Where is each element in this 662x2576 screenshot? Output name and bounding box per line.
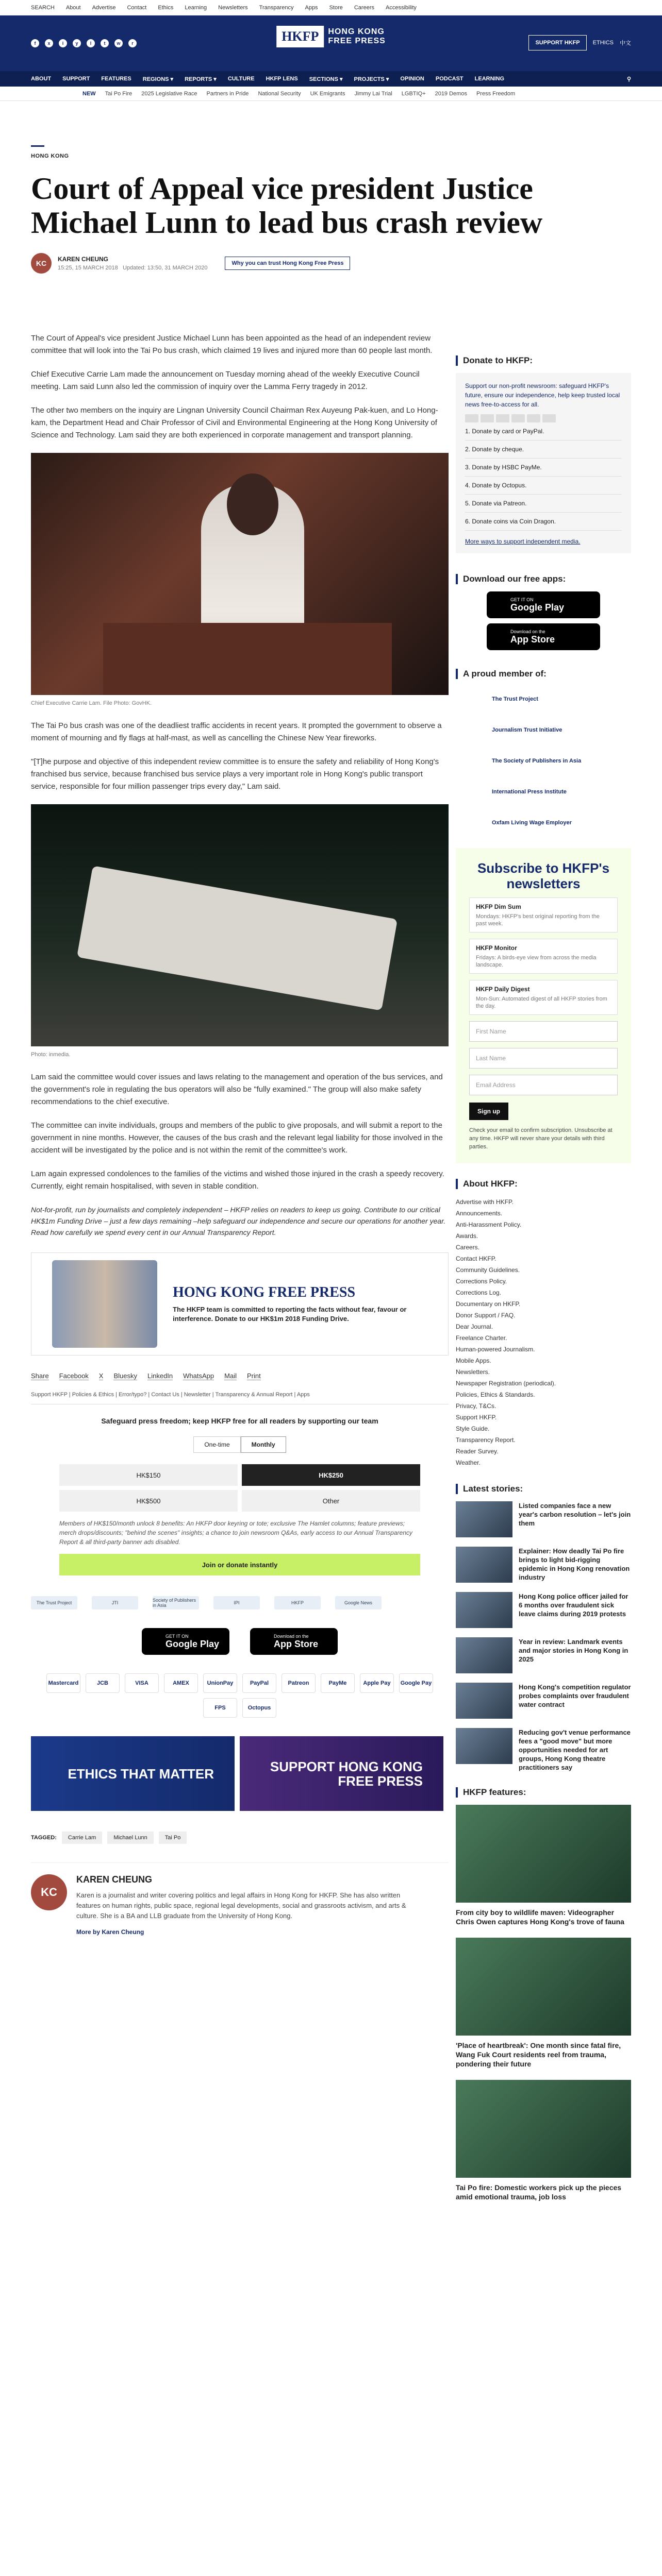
about-link[interactable]: Awards. [456,1232,478,1240]
team-photo [52,1260,157,1348]
trending-item[interactable]: Press Freedom [476,90,516,97]
site-header [0,15,662,71]
topbar-item[interactable]: Contact [127,4,147,11]
author-avatar[interactable]: KC [31,253,52,274]
paragraph: The Tai Po bus crash was one of the deadliest traffic accidents in recent years. It prompted the government to observe a moment of mourning and fly flags at half-mast, as well as cancelling the Chinese New Year fireworks. [31,721,442,742]
about-link[interactable]: Newsletters. [456,1368,490,1376]
google-pay-icon: Google Pay [399,1673,433,1693]
nav-item[interactable]: CULTURE [227,76,255,82]
topbar-item[interactable]: SEARCH [31,4,55,11]
threads-icon[interactable]: t [101,39,109,47]
trending-item[interactable]: Jimmy Lai Trial [354,90,392,97]
share-mail[interactable]: Mail [224,1372,237,1380]
topbar-item[interactable]: Careers [354,4,374,11]
amount-grid [59,1464,420,1512]
fps-icon: FPS [203,1698,237,1718]
latest-item[interactable] [456,1592,631,1628]
donate-option[interactable]: 5. Donate via Patreon. [465,495,622,513]
share-bar [31,1372,449,1380]
latest-title: Hong Kong's competition regulator probes complaints over fraudulent water contract [519,1683,631,1708]
mastercard-icon: Mastercard [46,1673,80,1693]
partner-logo[interactable]: Society of Publishers in Asia [153,1596,199,1609]
badge-name: Google Play [166,1638,220,1649]
language-link[interactable]: 中文 [620,40,631,46]
funding-note: Not-for-profit, run by journalists and completely independent – HKFP relies on readers to keep us going. Contribute to our critical HK$1m Funding Drive – just a few days remaining –help safeguard our independence and secure our operations for another year. Read how carefully we spend every cent in our Annual Transparency Report. [31,1206,446,1236]
latest-thumb [456,1683,512,1719]
feature-item[interactable] [456,1938,631,2069]
latest-item[interactable] [456,1637,631,1673]
bus-crash-photo [31,804,449,1046]
sidebar [456,355,631,2213]
topbar-item[interactable]: Ethics [158,4,174,11]
amount-option[interactable]: HK$150 [59,1464,238,1486]
member-benefits: Members of HK$150/month unlock 8 benefits: An HKFP door keyring or tote; exclusive The Hamlet columns; feature previews; merch drops/discounts; "behind the scenes" insights; a chance to join newsroom Q&As, early access to our Annual Transparency Report & all third-party banner ads disabled. [59,1520,412,1546]
banner-title: HONG KONG FREE PRESS [173,1284,356,1300]
newsletter-option[interactable] [469,939,618,974]
about-link[interactable]: Dear Journal. [456,1323,493,1330]
app-store-badge[interactable] [250,1628,338,1655]
jcb-icon: JCB [86,1673,120,1693]
share-print[interactable]: Print [246,1372,261,1380]
about-link[interactable]: Announcements. [456,1210,503,1217]
badge-small: Download on the [274,1633,309,1639]
about-link[interactable]: Newspaper Registration (periodical). [456,1380,556,1387]
about-link[interactable]: Corrections Log. [456,1289,502,1296]
promo-banners [31,1736,449,1811]
trending-item[interactable]: National Security [258,90,301,97]
amount-option[interactable]: HK$500 [59,1490,238,1512]
newsletter-box [456,848,631,1163]
whatsapp-icon[interactable]: w [114,39,123,47]
nav-item[interactable]: REGIONS ▾ [142,76,174,82]
google-play-badge[interactable] [487,591,600,618]
member-logo[interactable]: Oxfam Living Wage Employer [492,820,572,826]
trending-item[interactable]: UK Emigrants [310,90,345,97]
join-donate-button[interactable]: Join or donate instantly [59,1554,420,1575]
partner-logo[interactable]: The Trust Project [31,1596,77,1609]
donate-option[interactable]: 3. Donate by HSBC PayMe. [465,459,622,477]
safeguard-heading: Safeguard press freedom; keep HKFP free for all readers by supporting our team [101,1417,378,1425]
author-box-name[interactable]: KAREN CHEUNG [76,1874,153,1885]
trending-item[interactable]: 2025 Legislative Race [141,90,197,97]
tag-list [31,1832,449,1844]
badge-name: App Store [510,634,555,645]
share-whatsapp[interactable]: WhatsApp [183,1372,214,1380]
one-time-tab[interactable]: One-time [193,1436,240,1453]
about-link[interactable]: Anti-Harassment Policy. [456,1221,522,1228]
ethics-promo[interactable]: ETHICS THAT MATTER [31,1736,235,1811]
nav-item[interactable]: SUPPORT [62,76,90,82]
nav-item[interactable]: PODCAST [435,76,464,82]
topbar-item[interactable]: Learning [185,4,207,11]
carrie-lam-photo [31,453,449,695]
latest-thumb [456,1728,512,1764]
feature-title: Tai Po fire: Domestic workers pick up the pieces amid emotional trauma, job loss [456,2183,622,2201]
trending-item[interactable]: Partners in Pride [206,90,249,97]
about-link[interactable]: Weather. [456,1459,481,1466]
amount-option-selected[interactable]: HK$250 [242,1464,420,1486]
newsletter-option[interactable] [469,980,618,1015]
about-link[interactable]: Policies, Ethics & Standards. [456,1391,535,1398]
logo-line-2: FREE PRESS [328,37,386,45]
nav-item[interactable]: FEATURES [101,76,131,82]
new-label: NEW [82,90,96,97]
donate-heading: Donate to HKFP: [456,355,631,366]
about-link[interactable]: Support HKFP. [456,1414,497,1421]
app-store-links [31,1628,449,1655]
linkedin-icon[interactable]: l [87,39,95,47]
topbar-item[interactable]: About [65,4,81,11]
monthly-tab[interactable]: Monthly [241,1436,286,1453]
support-hkfp-button[interactable]: SUPPORT HKFP [528,35,586,50]
about-link[interactable]: Style Guide. [456,1425,490,1432]
about-link[interactable]: Reader Survey. [456,1448,499,1455]
newsletter-name: HKFP Dim Sum [476,903,521,910]
latest-thumb [456,1547,512,1583]
search-icon[interactable]: ⚲ [626,76,631,82]
first-name-field[interactable]: First Name [469,1021,618,1042]
newsletter-option[interactable] [469,897,618,933]
about-link[interactable]: Transparency Report. [456,1436,516,1444]
logo-mark: HKFP [276,26,324,47]
badge-small: Download on the [510,629,545,634]
topbar-item[interactable]: Transparency [259,4,294,11]
support-links[interactable]: Support HKFP | Policies & Ethics | Error/typo? | Contact Us | Newsletter | Transparency & Annual Report | Apps [31,1392,449,1404]
nav-item[interactable]: LEARNING [474,76,505,82]
partner-logo[interactable]: JTI [92,1596,138,1609]
paragraph: The Court of Appeal's vice president Justice Michael Lunn has been appointed as the head of an independent review committee that will look into the Tai Po bus crash, which claimed 19 lives and injured more than 60 people last month. [31,334,433,355]
donate-option[interactable]: 2. Donate by cheque. [465,440,622,459]
google-play-badge[interactable] [142,1628,229,1655]
feature-title: 'Place of heartbreak': One month since fatal fire, Wang Fuk Court residents reel from trauma, pondering their future [456,2041,621,2068]
main-nav [0,71,662,87]
amex-icon: AMEX [164,1673,198,1693]
nav-item[interactable]: REPORTS ▾ [185,76,217,82]
feature-image [456,1938,631,2036]
nav-item[interactable]: OPINION [400,76,424,82]
newsletter-name: HKFP Daily Digest [476,986,530,993]
latest-title: Year in review: Landmark events and major stories in Hong Kong in 2025 [519,1638,628,1663]
feature-title: From city boy to wildlife maven: Videographer Chris Owen captures Hong Kong's trove of fauna [456,1908,624,1926]
rss-icon[interactable]: r [128,39,137,47]
newsletter-desc: Mondays: HKFP's best original reporting from the past week. [476,913,600,927]
banner-text: The HKFP team is committed to reporting the facts without fear, favour or interference. Donate to our HK$1m 2018 Funding Drive. [173,1306,407,1323]
youtube-icon[interactable]: y [73,39,81,47]
paragraph: Chief Executive Carrie Lam made the announcement on Tuesday morning ahead of the weekly Executive Council meeting. Lam said Lunn also led the commission of inquiry over the Lamma Ferry tragedy in 2012. [31,370,420,391]
byline [31,253,631,274]
topbar-item[interactable]: Accessibility [385,4,417,11]
paragraph: "[T]he purpose and objective of this independent review committee is to ensure the safety and reliability of Hong Kong's franchised bus service, because franchised bus service plays a very important role in Hong Kong's public transport service, responsible for four million passenger trips every day," Lam said. [31,757,439,791]
latest-list [456,1501,631,1772]
latest-title: Listed companies face a new year's carbon resolution – let's join them [519,1502,631,1527]
about-link[interactable]: Documentary on HKFP. [456,1300,521,1308]
member-logos [456,686,631,836]
share-facebook[interactable]: Facebook [59,1372,89,1380]
tag-chip[interactable]: Tai Po [159,1832,187,1844]
article-category[interactable]: HONG KONG [31,153,69,159]
trending-item[interactable]: LGBTIQ+ [401,90,426,97]
patreon-icon: Patreon [282,1673,316,1693]
octopus-icon: Octopus [242,1698,276,1718]
payme-icon: PayMe [321,1673,355,1693]
paragraph: Lam said the committee would cover issues and laws relating to the management and operation of the bus services, and the government's role in regulating the bus operators will also be "fully examined." The group will also make safety recommendations to the chief executive. [31,1073,443,1106]
share-label: Share [31,1372,49,1380]
publish-date: 15:25, 15 MARCH 2018 [58,265,118,271]
nav-item[interactable]: PROJECTS ▾ [354,76,389,82]
x-icon[interactable]: x [45,39,53,47]
about-link[interactable]: Careers. [456,1244,480,1251]
paypal-icon: PayPal [242,1673,276,1693]
donate-intro[interactable]: Support our non-profit newsroom: safeguard HKFP's future, ensure our independence, help keep trusted local news free-to-access for all. [465,382,620,408]
nav-item[interactable]: HKFP LENS [266,76,298,82]
paragraph: The other two members on the inquiry are Lingnan University Council Chairman Rex Auyeung Pak-kuen, and Lo Hong-kam, the Department Head and Chair Professor of Civil and Environmental Engineering at the Hong Kong University of Science and Technology. Lam said they are both experienced in corporate management and transport planning. [31,406,438,439]
paragraph: Lam again expressed condolences to the families of the victims and wished those injured in the crash a speedy recovery. Currently, eight remain hospitalised, with seven in stable condition. [31,1170,444,1191]
topbar-item[interactable]: Newsletters [218,4,248,11]
photo-caption: Chief Executive Carrie Lam. File Photo: GovHK. [31,700,152,706]
author-bio: Karen is a journalist and writer covering politics and legal affairs in Hong Kong for HKFP. She has also written features on human rights, public space, regional legal developments, social and grassroots activism, and arts & culture. She is a BA and LLB graduate from the University of Hong Kong. [76,1891,406,1920]
instagram-icon[interactable]: i [59,39,67,47]
partner-logo[interactable]: HKFP [274,1596,321,1609]
tag-chip[interactable]: Carrie Lam [62,1832,102,1844]
why-trust-button[interactable]: Why you can trust Hong Kong Free Press [225,257,350,270]
partner-logos [31,1596,449,1609]
member-logo[interactable]: Journalism Trust Initiative [492,727,562,733]
donate-banner[interactable] [31,1252,449,1355]
card-icons [465,414,622,422]
facebook-icon[interactable]: f [31,39,39,47]
donate-option[interactable]: 1. Donate by card or PayPal. [465,422,622,440]
member-logo[interactable]: International Press Institute [492,789,567,795]
feature-item[interactable] [456,1805,631,1926]
tags-label: TAGGED: [31,1835,57,1841]
badge-small: GET IT ON [510,597,534,602]
trending-item[interactable]: 2019 Demos [435,90,467,97]
member-logo[interactable]: The Society of Publishers in Asia [492,758,582,764]
author-name[interactable]: KAREN CHEUNG [58,256,109,263]
article-title: Court of Appeal vice president Justice Michael Lunn to lead bus crash review [31,172,543,240]
app-store-badge[interactable] [487,623,600,650]
newsletter-note: Check your email to confirm subscription. Unsubscribe at any time. HKFP will never share your details with third parties. [469,1127,613,1150]
photo-caption: Photo: inmedia. [31,1052,71,1058]
payment-methods [31,1673,449,1718]
donate-options [465,422,622,531]
topbar-item[interactable]: Store [329,4,343,11]
about-link[interactable]: Community Guidelines. [456,1266,520,1274]
support-promo[interactable]: SUPPORT HONG KONG FREE PRESS [240,1736,443,1811]
nav-item[interactable]: SECTIONS ▾ [309,76,343,82]
site-logo[interactable] [276,26,386,47]
donate-box [456,373,631,553]
newsletter-title: Subscribe to HKFP's newsletters [477,860,610,891]
paragraph: The committee can invite individuals, groups and members of the public to give proposals, and will submit a report to the government in nine months. However, the causes of the bus crash and the relevant legal liability for those involved in the accident will be investigated by the police and is not within the remit of the committee's work. [31,1121,443,1155]
apps-heading: Download our free apps: [456,574,631,584]
topbar-item[interactable]: Advertise [92,4,116,11]
trending-bar [0,87,662,101]
frequency-toggle [31,1436,449,1453]
tag-chip[interactable]: Michael Lunn [107,1832,153,1844]
share-bluesky[interactable]: Bluesky [113,1372,137,1380]
topbar-item[interactable]: Apps [305,4,318,11]
feature-image [456,2080,631,2178]
latest-item[interactable] [456,1728,631,1772]
email-field[interactable]: Email Address [469,1075,618,1095]
top-utility-bar [0,0,662,15]
ethics-link[interactable]: ETHICS [592,40,614,46]
about-link[interactable]: Donor Support / FAQ. [456,1312,516,1319]
about-link[interactable]: Privacy, T&Cs. [456,1402,496,1410]
feature-item[interactable] [456,2080,631,2201]
author-box [31,1862,449,1936]
about-heading: About HKFP: [456,1179,631,1189]
newsletter-name: HKFP Monitor [476,944,517,952]
about-links [456,1196,631,1468]
article-body [31,332,449,1936]
more-by-author-link[interactable]: More by Karen Cheung [76,1928,144,1936]
donate-option[interactable]: 6. Donate coins via Coin Dragon. [465,513,622,531]
partner-logo[interactable]: IPI [213,1596,260,1609]
donate-option[interactable]: 4. Donate by Octopus. [465,477,622,495]
social-links [31,39,227,47]
about-link[interactable]: Mobile Apps. [456,1357,491,1364]
latest-thumb [456,1501,512,1537]
badge-name: App Store [274,1638,319,1649]
kicker-divider [31,145,44,147]
badge-name: Google Play [510,602,565,613]
latest-thumb [456,1637,512,1673]
badge-small: GET IT ON [166,1633,189,1639]
latest-title: Reducing gov't venue performance fees a "good move" but more opportunities needed for art groups, Hong Kong theatre practitioners say [519,1728,631,1771]
share-linkedin[interactable]: LinkedIn [147,1372,173,1380]
visa-icon: VISA [125,1673,159,1693]
about-link[interactable]: Human-powered Journalism. [456,1346,535,1353]
feature-image [456,1805,631,1903]
article-header [31,120,631,274]
signup-button[interactable]: Sign up [469,1103,508,1120]
amount-option[interactable]: Other [242,1490,420,1512]
nav-item[interactable]: ABOUT [31,76,52,82]
latest-item[interactable] [456,1547,631,1583]
about-link[interactable]: Contact HKFP. [456,1255,496,1262]
latest-item[interactable] [456,1501,631,1537]
about-link[interactable]: Advertise with HKFP. [456,1198,514,1206]
latest-title: Explainer: How deadly Tai Po fire brings to light bid-rigging epidemic in Hong Kong renovation industry [519,1547,630,1581]
latest-heading: Latest stories: [456,1484,631,1494]
latest-title: Hong Kong police officer jailed for 6 months over fraudulent sick leave claims during 2019 protests [519,1592,628,1618]
more-ways-link[interactable]: More ways to support independent media. [465,538,581,545]
about-link[interactable]: Freelance Charter. [456,1334,507,1342]
member-heading: A proud member of: [456,669,631,679]
unionpay-icon: UnionPay [203,1673,237,1693]
author-avatar[interactable]: KC [31,1874,67,1910]
features-heading: HKFP features: [456,1787,631,1798]
latest-thumb [456,1592,512,1628]
about-link[interactable]: Corrections Policy. [456,1278,507,1285]
share-x[interactable]: X [98,1372,104,1380]
newsletter-desc: Fridays: A birds-eye view from across the media landscape. [476,955,597,968]
apple-pay-icon: Apple Pay [360,1673,394,1693]
latest-item[interactable] [456,1683,631,1719]
logo-line-1: HONG KONG [328,27,385,36]
partner-logo[interactable]: Google News [335,1596,382,1609]
member-logo[interactable]: The Trust Project [492,696,538,702]
trending-item[interactable]: Tai Po Fire [105,90,133,97]
updated-date: Updated: 13:50, 31 MARCH 2020 [122,265,208,271]
last-name-field[interactable]: Last Name [469,1048,618,1069]
newsletter-desc: Mon-Sun: Automated digest of all HKFP stories from the day. [476,996,607,1009]
